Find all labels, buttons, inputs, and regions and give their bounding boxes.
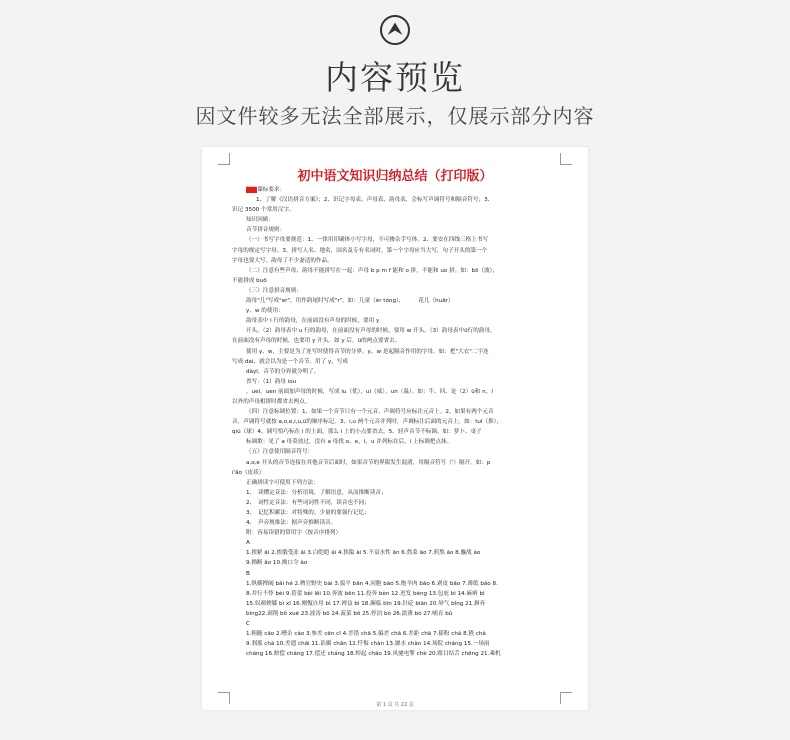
document-line: 15.奴颜婢膝 bì xī 16.刚愎自用 bì 17.裨益 bì 18.濒临 bīn 19.针砭 biān 20.屏气 bǐng 21.摒弃 — [246, 600, 486, 607]
document-line: dàyī，音节的分界就分明了。 — [246, 368, 320, 375]
collapse-arrow-icon — [379, 14, 411, 46]
document-line: B — [246, 570, 250, 577]
document-line: í'ǎo（皮袄） — [232, 469, 265, 476]
document-line: A — [246, 540, 250, 547]
page-corner-mark — [560, 153, 572, 165]
document-line: 韵母"儿"写成"er"，用作韵尾时写成"r"。如：儿童（ér tóng）， 花儿（huār） — [246, 298, 454, 305]
document-line: 不能拼成 buō — [232, 277, 267, 284]
document-line: 2、 词性定音法：有些词词性不同，读音也不同； — [246, 499, 370, 506]
document-line: （四）注意标调位置：1、如果一个音节只有一个元音，声调符号应标注元音上。2、如果有两个元音 — [246, 409, 494, 416]
document-line: 在前面没有声母的时候，也要用 y 开头。如 y 后，ü的两点要省去。 — [232, 338, 401, 345]
document-line: C — [246, 621, 250, 628]
document-line: 附：容易读错的常用字（按音序排列） — [246, 530, 342, 537]
document-line: 4、 声旁规推法：据声旁推断读音。 — [246, 520, 337, 527]
document-line: 以外的声母相拼时都省去两点。 — [232, 398, 311, 405]
document-line: （一）书写字母要规范：1、一律用印刷体小写字母，不可掺杂手写体。2、要安在四线三格上书写 — [246, 237, 489, 244]
page-corner-mark — [218, 153, 230, 165]
document-line: 写成 dai，就会以为是一个音节。用了 y，写成 — [232, 358, 349, 365]
document-line: cháng 16.赔偿 cháng 17.偿还 cháng 18.绰起 chāo 19.风驰电掣 chè 20.瞠目结舌 chēng 21.乘机 — [246, 651, 501, 658]
document-line: 正确拼读字可使用下列方法： — [246, 479, 319, 486]
document-line: （二）注意有些声母、韵母不能拼写在一起：声母 b p m f 能和 o 拼，不能和 uo 拼。如：bō（波）， — [246, 267, 499, 274]
document-line: 1、了解《汉语拼音方案》；2、识记字母表、声母表、韵母表，会标写声调符号和隔音符号；3、 — [256, 197, 494, 204]
preview-subtitle: 因文件较多无法全部展示，仅展示部分内容 — [195, 104, 595, 128]
document-line: 1.粗糙 cāo 2.嘈杂 cáo 3.参差 cēn cī 4.差错 chā 5.偏差 chā 6.差距 chā 7.搽粉 chá 8.猹 chá — [246, 631, 486, 638]
document-line: 8.并行不悖 bèi 9.蓓蕾 bèi lěi 10.奔波 bēn 11.投奔 bèn 12.迸发 bèng 13.包庇 bì 14.麻痹 bì — [246, 590, 485, 597]
document-line: 字母也要大写。韵母了不少妻适的作品。 — [232, 257, 333, 264]
document-line: 1、 读懂定音法：分析语境，了解语意，从而推断读音； — [246, 489, 387, 496]
document-title: 初中语文知识归纳总结（打印版） — [297, 169, 493, 184]
document-line: 1.纵横捭阖 bǎi hé 2.稗官野史 bài 3.扳平 bān 4.同胞 bāo 5.炮羊肉 bāo 6.剥皮 bāo 7.薄纸 báo 8. — [246, 580, 498, 587]
document-line: 1.挨紧 āi 2.挨饿受冻 ái 3.白皑皑 ái 4.狭隘 ài 5.不谙水性 ān 6.熬菜 āo 7.煎熬 áo 8.鏖战 áo — [246, 550, 481, 557]
document-line: 音，声调符号就按 a,o,e,i,u,ü的顺序标记。3、i,u 两个元音并列时，声调标注后面的元音上。如：tuī（推）， — [232, 419, 503, 426]
document-line: 开头。（2）韵母表中 u 行的韵母，在前面没有声母的时候，要用 w 开头。（3）韵母表中ü行的韵母， — [246, 328, 496, 335]
document-line: 标调歌：见了 a 母莫放过，没有 a 母找 o、e。i、u 并列标在后，i 上标调把点抹。 — [246, 439, 453, 446]
document-body — [232, 185, 564, 659]
document-line: 使用 y、w，主要是为了连写时使得音节的分界。y、w 是起隔音作用的字母。如：把"大衣"二字连 — [246, 348, 489, 355]
document-line: 知识回顾： — [246, 217, 274, 224]
document-line: ，uei，uen 前面加声母的时候，写成 iu（优），ui（威），un（温）。如：牛、回、论（2）ü和 n、l — [246, 388, 493, 395]
document-line: y、w 的使用： — [246, 308, 284, 315]
document-line: 9.拗断 ǎo 10.拗口令 ào — [246, 560, 308, 567]
page-footer: 第 1 页 共 22 页 — [376, 702, 414, 708]
document-line: 省写：（1）韵母 iou — [246, 378, 297, 385]
document-line: qiú（球）4、调号恰巧标在 i 的上面，那么 i 上的小点要省去。5、轻声音节不标调。如：萝卜、桌子 — [232, 429, 482, 436]
preview-title: 内容预览 — [325, 58, 465, 97]
document-line: 9.刹那 chà 10.差遣 chāi 11.谄媚 chǎn 12.忏悔 chàn 13.羼水 chàn 14.场院 cháng 15.一场雨 — [246, 641, 490, 648]
document-line: 韵母表中 i 行的韵母，在前面没有声母的时候，要用 y — [246, 318, 380, 325]
document-line: 3、 记忆积累法：对特殊的、少量的要强行记忆； — [246, 510, 370, 516]
document-line: a,o,e 开头的音节连接在其他音节后面时，如果音节的界限发生混淆，用隔音符号（'）隔开。如：p — [246, 459, 491, 466]
document-line: 音节拼音规则： — [246, 227, 286, 234]
document-line: 识记 3500 个常用汉字。 — [232, 207, 295, 214]
document-page — [202, 147, 588, 710]
document-line: 字母的规定写字母。3、拼写人名、地名、国名及专有名词时，第一个字母应当大写，句子开头的第一个 — [232, 247, 488, 254]
document-line: （三）注意拼音规则： — [246, 287, 302, 294]
document-line: 基础课标要求： — [246, 187, 286, 193]
highlight-mark: 基础 — [246, 187, 258, 193]
document-line: （五）注意使用隔音符号： — [246, 449, 314, 456]
document-line: bìng22.剥削 bō xuē 23.波涛 bō 24.菠菜 bō 25.停泊 bó 26.淡薄 bó 27.哺育 bǔ — [246, 610, 453, 617]
